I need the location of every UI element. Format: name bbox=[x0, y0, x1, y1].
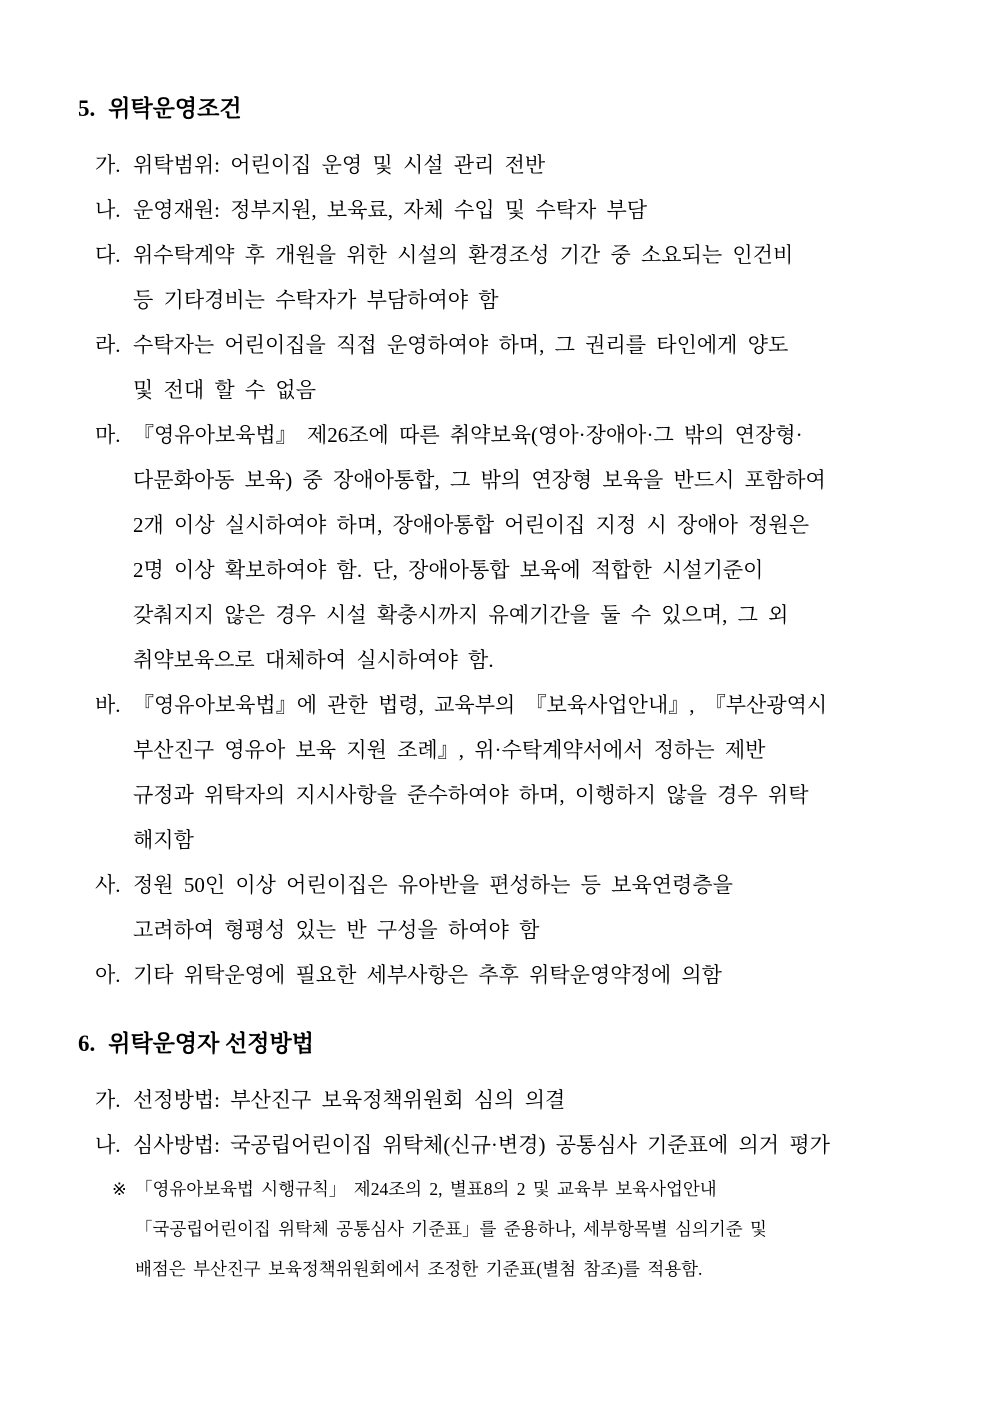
text-line: 등 기타경비는 수탁자가 부담하여야 함 bbox=[133, 288, 499, 312]
list-item-ga bbox=[95, 1078, 930, 1123]
list-item-ga bbox=[95, 143, 930, 188]
list-item-na bbox=[95, 188, 930, 233]
item-text bbox=[133, 1078, 930, 1123]
list-item-ra bbox=[95, 323, 930, 413]
section-5-heading bbox=[78, 93, 930, 125]
text-line: 「영유아보육법 시행규칙」 제24조의 2, 별표8의 2 및 교육부 보육사업안내 bbox=[135, 1179, 717, 1199]
item-label: 나. bbox=[95, 1133, 121, 1157]
item-label: 나. bbox=[95, 198, 121, 222]
item-label: 아. bbox=[95, 963, 121, 987]
section-6-heading bbox=[78, 1028, 930, 1060]
list-item-sa bbox=[95, 863, 930, 953]
text-line: 갖춰지지 않은 경우 시설 확충시까지 유예기간을 둘 수 있으며, 그 외 bbox=[133, 603, 789, 627]
text-line: 「국공립어린이집 위탁체 공통심사 기준표」를 준용하나, 세부항목별 심의기준 및 bbox=[135, 1219, 767, 1239]
section-title: 위탁운영조건 bbox=[108, 96, 242, 121]
text-line: 『영유아보육법』 제26조에 따른 취약보육(영아·장애아·그 밖의 연장형· bbox=[133, 423, 803, 447]
item-text bbox=[133, 323, 930, 413]
text-line: 규정과 위탁자의 지시사항을 준수하여야 하며, 이행하지 않을 경우 위탁 bbox=[133, 783, 809, 807]
item-text bbox=[133, 233, 930, 323]
item-text bbox=[133, 683, 930, 863]
text-line: 및 전대 할 수 없음 bbox=[133, 378, 317, 402]
footnote bbox=[112, 1169, 930, 1289]
item-text bbox=[133, 188, 930, 233]
text-line: 수탁자는 어린이집을 직접 운영하여야 하며, 그 권리를 타인에게 양도 bbox=[133, 333, 789, 357]
item-label: 라. bbox=[95, 333, 121, 357]
text-line: 고려하여 형평성 있는 반 구성을 하여야 함 bbox=[133, 918, 540, 942]
list-item-ma bbox=[95, 413, 930, 683]
item-text bbox=[133, 1123, 930, 1168]
section-5 bbox=[78, 93, 930, 998]
item-label: 가. bbox=[95, 1088, 121, 1112]
text-line: 위탁범위: 어린이집 운영 및 시설 관리 전반 bbox=[133, 153, 546, 177]
text-line: 정원 50인 이상 어린이집은 유아반을 편성하는 등 보육연령층을 bbox=[133, 873, 733, 897]
reference-mark: ※ bbox=[112, 1179, 127, 1199]
section-number: 6. bbox=[78, 1031, 96, 1056]
text-line: 운영재원: 정부지원, 보육료, 자체 수입 및 수탁자 부담 bbox=[133, 198, 648, 222]
list-item-da bbox=[95, 233, 930, 323]
text-line: 2개 이상 실시하여야 하며, 장애아통합 어린이집 지정 시 장애아 정원은 bbox=[133, 513, 810, 537]
item-label: 마. bbox=[95, 423, 121, 447]
text-line: 배점은 부산진구 보육정책위원회에서 조정한 기준표(별첨 참조)를 적용함. bbox=[135, 1259, 703, 1279]
section-title: 위탁운영자 선정방법 bbox=[108, 1031, 314, 1056]
item-text bbox=[133, 413, 930, 683]
list-item-ba bbox=[95, 683, 930, 863]
item-label: 사. bbox=[95, 873, 121, 897]
section-number: 5. bbox=[78, 96, 96, 121]
item-text bbox=[133, 863, 930, 953]
text-line: 위수탁계약 후 개원을 위한 시설의 환경조성 기간 중 소요되는 인건비 bbox=[133, 243, 794, 267]
list-item-na bbox=[95, 1123, 930, 1168]
text-line: 『영유아보육법』에 관한 법령, 교육부의 『보육사업안내』, 『부산광역시 bbox=[133, 693, 828, 717]
text-line: 부산진구 영유아 보육 지원 조례』, 위·수탁계약서에서 정하는 제반 bbox=[133, 738, 766, 762]
text-line: 해지함 bbox=[133, 828, 194, 852]
item-label: 가. bbox=[95, 153, 121, 177]
text-line: 심사방법: 국공립어린이집 위탁체(신규·변경) 공통심사 기준표에 의거 평가 bbox=[133, 1133, 830, 1157]
item-label: 바. bbox=[95, 693, 121, 717]
text-line: 다문화아동 보육) 중 장애아통합, 그 밖의 연장형 보육을 반드시 포함하여 bbox=[133, 468, 826, 492]
item-text bbox=[133, 143, 930, 188]
text-line: 기타 위탁운영에 필요한 세부사항은 추후 위탁운영약정에 의함 bbox=[133, 963, 722, 987]
item-label: 다. bbox=[95, 243, 121, 267]
footnote-text bbox=[135, 1169, 767, 1289]
section-6 bbox=[78, 1028, 930, 1289]
item-text bbox=[133, 953, 930, 998]
list-item-a bbox=[95, 953, 930, 998]
text-line: 2명 이상 확보하여야 함. 단, 장애아통합 보육에 적합한 시설기준이 bbox=[133, 558, 764, 582]
text-line: 취약보육으로 대체하여 실시하여야 함. bbox=[133, 648, 494, 672]
text-line: 선정방법: 부산진구 보육정책위원회 심의 의결 bbox=[133, 1088, 566, 1112]
